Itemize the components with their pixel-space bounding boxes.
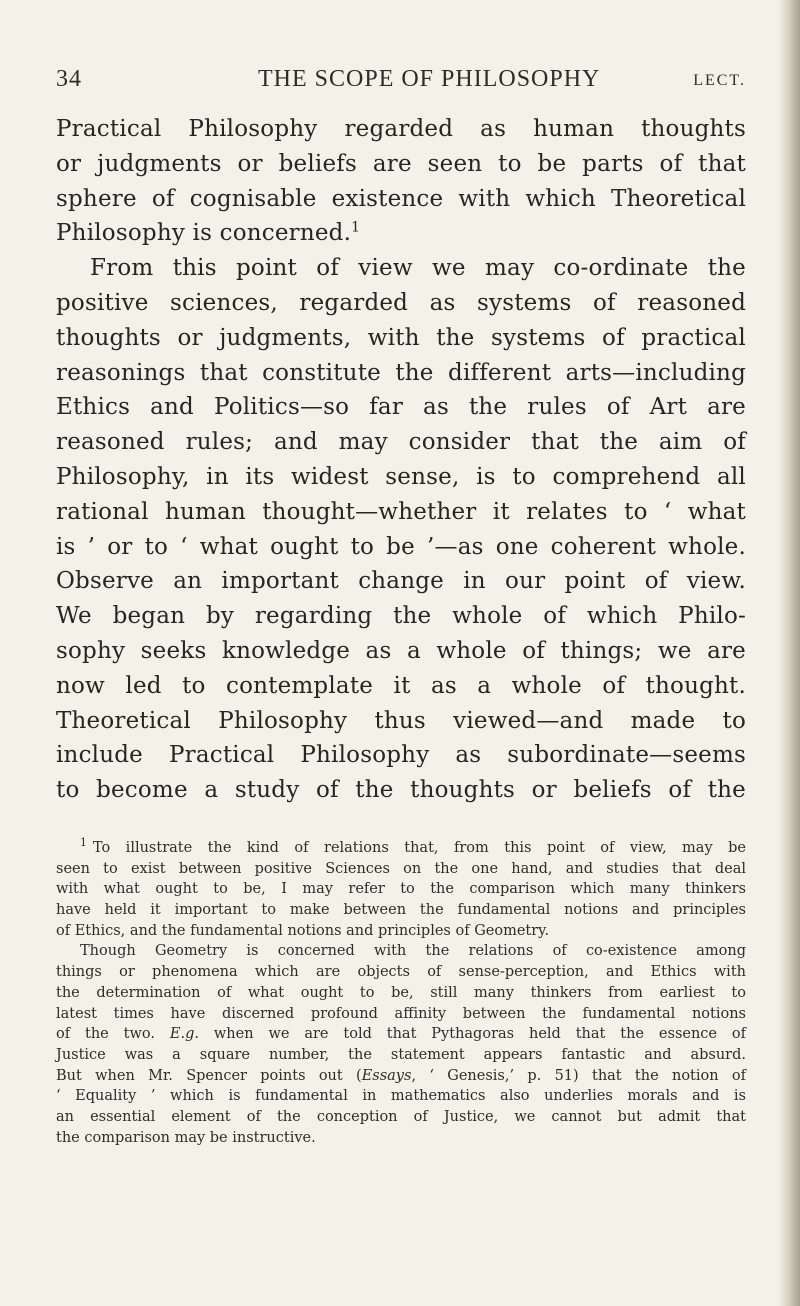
footnote-line: ‘ Equality ’ which is fundamental in mathematics also underlies morals and is bbox=[56, 1088, 746, 1105]
body-line: to become a study of the thoughts or beliefs of the bbox=[56, 777, 746, 804]
body-line: thoughts or judgments, with the systems of practical bbox=[56, 324, 746, 351]
body-line: positive sciences, regarded as systems of reasoned bbox=[56, 289, 746, 316]
footnote-line bbox=[56, 1024, 746, 1045]
body-line: From this point of view we may co-ordinate the bbox=[90, 255, 746, 282]
footnote-line-text: , ‘ Genesis,’ p. 51) that the notion of bbox=[411, 1067, 746, 1084]
body-line: Philosophy, in its widest sense, is to comprehend all bbox=[56, 463, 746, 490]
body-line: now led to contemplate it as a whole of thought. bbox=[56, 672, 746, 699]
page-number: 34 bbox=[56, 66, 82, 92]
body-line: include Practical Philosophy as subordinate—seems bbox=[56, 742, 746, 769]
footnote-line: the comparison may be instructive. bbox=[56, 1129, 316, 1146]
footnote-line: with what ought to be, I may refer to the comparison which many thinkers bbox=[56, 881, 746, 898]
footnote-reference: 1 bbox=[351, 219, 361, 236]
body-line: reasonings that constitute the different arts—including bbox=[56, 359, 746, 386]
body-line: is ’ or to ‘ what ought to be ’—as one coherent whole. bbox=[56, 533, 746, 560]
footnote-line bbox=[56, 838, 746, 859]
body-line: Ethics and Politics—so far as the rules of Art are bbox=[56, 394, 746, 421]
body-line-text: Philosophy is concerned. bbox=[56, 220, 352, 247]
body-line: Practical Philosophy regarded as human thoughts bbox=[56, 116, 746, 142]
footnote-line: an essential element of the conception of Justice, we cannot but admit that bbox=[56, 1108, 746, 1125]
body-text bbox=[56, 112, 746, 808]
footnote-line: seen to exist between positive Sciences on the one hand, and studies that deal bbox=[56, 860, 746, 877]
footnote-line-text: To illustrate the kind of relations that, from this point of view, may be bbox=[92, 840, 746, 856]
body-line: rational human thought—whether it relates to ‘ what bbox=[56, 498, 746, 525]
footnote bbox=[56, 838, 746, 1148]
footnote-line: things or phenomena which are objects of sense-perception, and Ethics with bbox=[56, 964, 746, 981]
running-title: THE SCOPE OF PHILOSOPHY bbox=[258, 66, 601, 92]
running-lecture-label: LECT. bbox=[693, 72, 746, 89]
body-line: sophy seeks knowledge as a whole of things; we are bbox=[56, 637, 746, 664]
page-edge-shadow bbox=[778, 0, 800, 1306]
body-line: or judgments or beliefs are seen to be parts of that bbox=[56, 150, 746, 177]
footnote-italic-text: E.g. bbox=[169, 1026, 199, 1043]
footnote-italic-text: Essays bbox=[361, 1067, 412, 1084]
footnote-marker: 1 bbox=[80, 836, 87, 850]
body-line: sphere of cognisable existence with which Theoretical bbox=[56, 185, 746, 212]
body-line: We began by regarding the whole of which Philo- bbox=[56, 603, 746, 630]
body-line bbox=[56, 216, 746, 251]
footnote-line: of Ethics, and the fundamental notions and principles of Geometry. bbox=[56, 922, 550, 939]
footnote-line: Justice was a square number, the statement appears fantastic and absurd. bbox=[56, 1046, 746, 1063]
footnote-line: have held it important to make between the fundamental notions and principles bbox=[56, 902, 746, 919]
footnote-line-text: But when Mr. Spencer points out ( bbox=[56, 1067, 362, 1084]
footnote-line-text: of the two. bbox=[56, 1026, 155, 1043]
body-line: Theoretical Philosophy thus viewed—and made to bbox=[56, 707, 746, 734]
footnote-line: latest times have discerned profound affinity between the fundamental notions bbox=[56, 1005, 746, 1022]
footnote-line: Though Geometry is concerned with the relations of co-existence among bbox=[80, 943, 746, 960]
footnote-line bbox=[56, 1066, 746, 1087]
body-line: reasoned rules; and may consider that the aim of bbox=[56, 429, 746, 456]
footnote-line-text: when we are told that Pythagoras held that the essence of bbox=[198, 1026, 746, 1043]
footnote-line: the determination of what ought to be, still many thinkers from earliest to bbox=[56, 984, 746, 1001]
body-line: Observe an important change in our point of view. bbox=[56, 568, 746, 595]
running-head bbox=[56, 66, 746, 102]
